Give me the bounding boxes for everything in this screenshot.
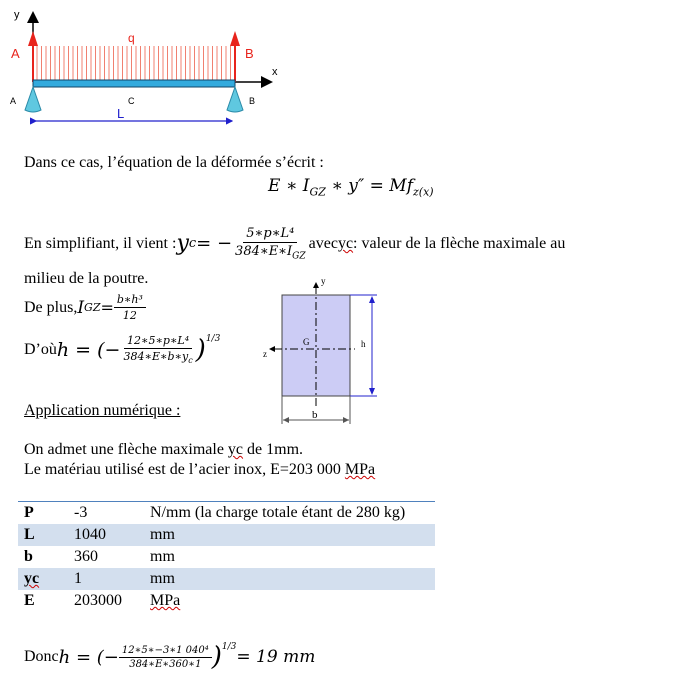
table-row xyxy=(18,568,435,590)
application-heading: Application numérique : xyxy=(24,402,181,419)
result-equation: Donc h = (− $\frac{\text{12∗5∗−3∗1 040⁴}}{384∗E∗360∗1}$ ) $^{1/3}$ = 19 mm xyxy=(24,642,316,672)
cell-key: E xyxy=(24,592,35,609)
cell-key: L xyxy=(18,524,68,546)
deflection-equation: E ∗ $I_{GZ}$ ∗ $y'' = Mf_{z(x)}$ xyxy=(268,176,434,199)
cell-key: yc xyxy=(18,568,68,590)
y-axis-label: y xyxy=(14,9,20,21)
cell-unit: mm xyxy=(144,568,435,590)
cell-value: -3 xyxy=(74,504,88,521)
support-a-label: A xyxy=(10,96,17,106)
midpoint-label: C xyxy=(128,96,135,106)
support-b-label: B xyxy=(249,96,256,106)
h-equation: D’où h = (− $\frac{\text{12∗5∗p∗L⁴}}{384∗E∗b∗y_c}$ ) $^{1/3}$ xyxy=(24,334,221,366)
cell-value: 360 xyxy=(74,548,98,565)
centroid-label: G xyxy=(303,337,310,347)
cell-value: 1040 xyxy=(68,524,144,546)
table-row xyxy=(18,502,435,525)
table-row xyxy=(18,546,435,568)
length-label: L xyxy=(117,106,125,121)
simplified-equation: En simplifiant, il vient : y c = − $\frac{\text{5∗p∗L⁴}}{384∗E∗I_{GZ}}$ avec yc : valeur de la flèche maximale au xyxy=(24,226,566,262)
cell-unit: MPa xyxy=(150,592,181,609)
cell-value: 203000 xyxy=(74,592,122,609)
reaction-a-label: A xyxy=(11,46,20,61)
cell-unit: N/mm (la charge totale étant de 280 kg) xyxy=(150,504,406,521)
beam-diagram xyxy=(0,0,290,130)
cell-key: b xyxy=(24,548,33,565)
intro-text: Dans ce cas, l’équation de la déformée s’écrit : xyxy=(24,154,324,171)
cell-unit: mm xyxy=(144,524,435,546)
support-b-icon xyxy=(227,87,243,112)
x-axis-label: x xyxy=(272,66,278,78)
cell-value: 1 xyxy=(68,568,144,590)
beam xyxy=(33,80,235,87)
width-label: b xyxy=(312,409,318,421)
admet-text: On admet une flèche maximale yc de 1mm. xyxy=(24,441,304,458)
table-row xyxy=(18,524,435,546)
materiau-text: Le matériau utilisé est de l’acier inox, E=203 000 MPa xyxy=(24,461,376,478)
height-label: h xyxy=(361,339,366,349)
reaction-b-label: B xyxy=(245,46,254,61)
cell-unit: mm xyxy=(150,548,175,565)
cell-key: P xyxy=(24,504,34,521)
cross-section-diagram xyxy=(255,272,385,432)
table-row xyxy=(18,590,435,612)
support-a-icon xyxy=(25,87,41,112)
section-z-label: z xyxy=(263,349,267,359)
load-label: q xyxy=(128,31,135,45)
section-y-label: y xyxy=(321,276,326,286)
data-table xyxy=(18,501,435,612)
milieu-text: milieu de la poutre. xyxy=(24,270,149,287)
igz-equation: De plus, I GZ = $\frac{\text{b∗h³}}{12}$ xyxy=(24,293,146,322)
distributed-load xyxy=(37,46,231,80)
